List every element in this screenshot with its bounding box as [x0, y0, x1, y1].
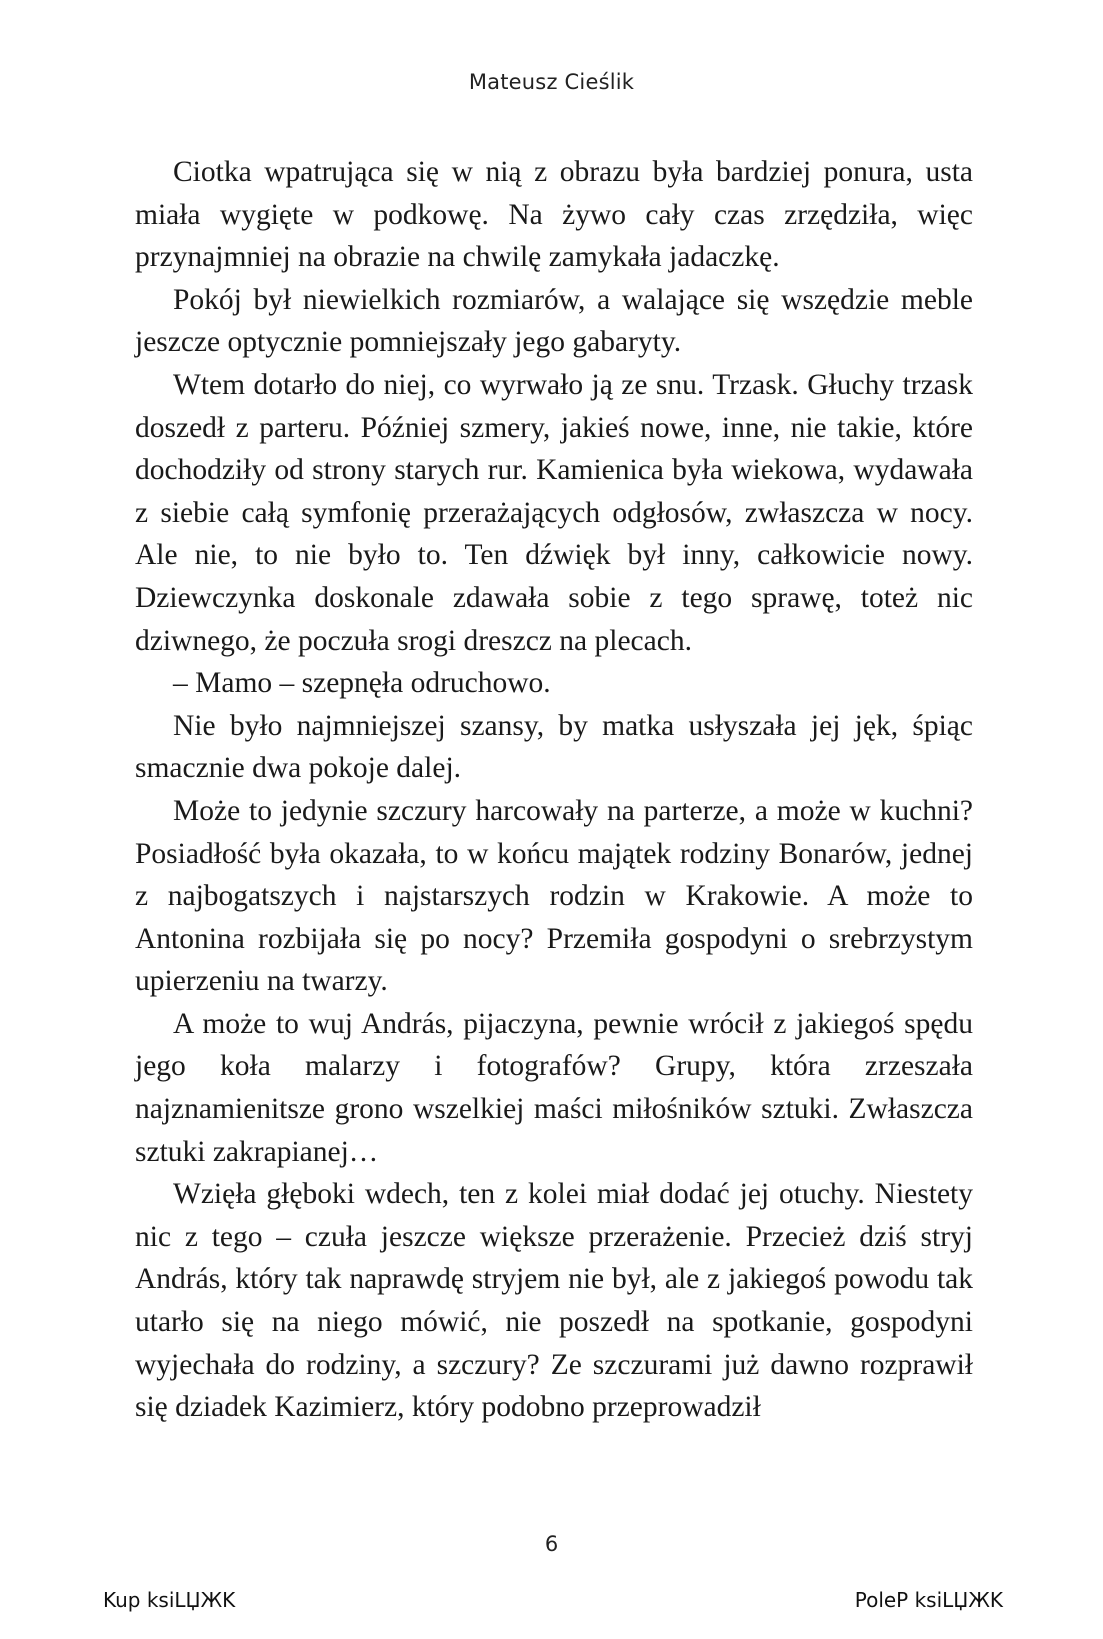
recommend-book-link[interactable]: PoleP ksiLЏЖK [854, 1588, 1003, 1612]
paragraph: Wtem dotarło do niej, co wyrwało ją ze snu. Trzask. Głuchy trzask doszedł z parteru. Później szmery, jakieś nowe, inne, nie takie, które dochodziły od strony starych rur. Kamienica była wiekowa, wydawała z siebie całą symfonię przerażających odgłosów, zwłaszcza w nocy. Ale nie, to nie było to. Ten dźwięk był inny, całkowicie nowy. Dziewczynka doskonale zdawała sobie z tego sprawę, toteż nic dziwnego, że poczuła srogi dreszcz na plecach. [135, 368, 973, 657]
page-number: 6 [544, 1532, 559, 1556]
paragraph: – Mamo – szepnęła odruchowo. [173, 667, 551, 700]
paragraph: Pokój był niewielkich rozmiarów, a walające się wszędzie meble jeszcze optycznie pomniejszały jego gabaryty. [135, 283, 973, 359]
running-header-author: Mateusz Cieślik [468, 70, 635, 94]
paragraph: Ciotka wpatrująca się w nią z obrazu była bardziej ponura, usta miała wygięte w podkowę. Na żywo cały czas zrzędziła, więc przynajmniej na obrazie na chwilę zamykała jadaczkę. [135, 156, 973, 274]
paragraph: Wzięła głęboki wdech, ten z kolei miał dodać jej otuchy. Niestety nic z tego – czuła jeszcze większe przerażenie. Przecież dziś stryj András, który tak naprawdę stryjem nie był, ale z jakiegoś powodu tak utarło się na niego mówić, nie poszedł na spotkanie, gospodyni wyjechała do rodziny, a szczury? Ze szczurami już dawno rozprawił się dziadek Kazimierz, który podobno przeprowadził [135, 1178, 973, 1424]
paragraph: A może to wuj András, pijaczyna, pewnie wrócił z jakiegoś spędu jego koła malarzy i fotografów? Grupy, która zrzeszała najznamienitsze grono wszelkiej maści miłośników sztuki. Zwłaszcza sztuki zakrapianej… [135, 1007, 973, 1168]
paragraph: Może to jedynie szczury harcowały na parterze, a może w kuchni? Posiadłość była okazała, to w końcu majątek rodziny Bonarów, jednej z najbogatszych i najstarszych rodzin w Krakowie. A może to Antonina rozbijała się po nocy? Przemiła gospodyni o srebrzystym upierzeniu na twarzy. [135, 794, 973, 998]
body-text [135, 151, 973, 1429]
paragraph: Nie było najmniejszej szansy, by matka usłyszała jej jęk, śpiąc smacznie dwa pokoje dalej. [135, 709, 973, 785]
buy-book-link[interactable]: Kup ksiLЏЖK [103, 1588, 236, 1612]
